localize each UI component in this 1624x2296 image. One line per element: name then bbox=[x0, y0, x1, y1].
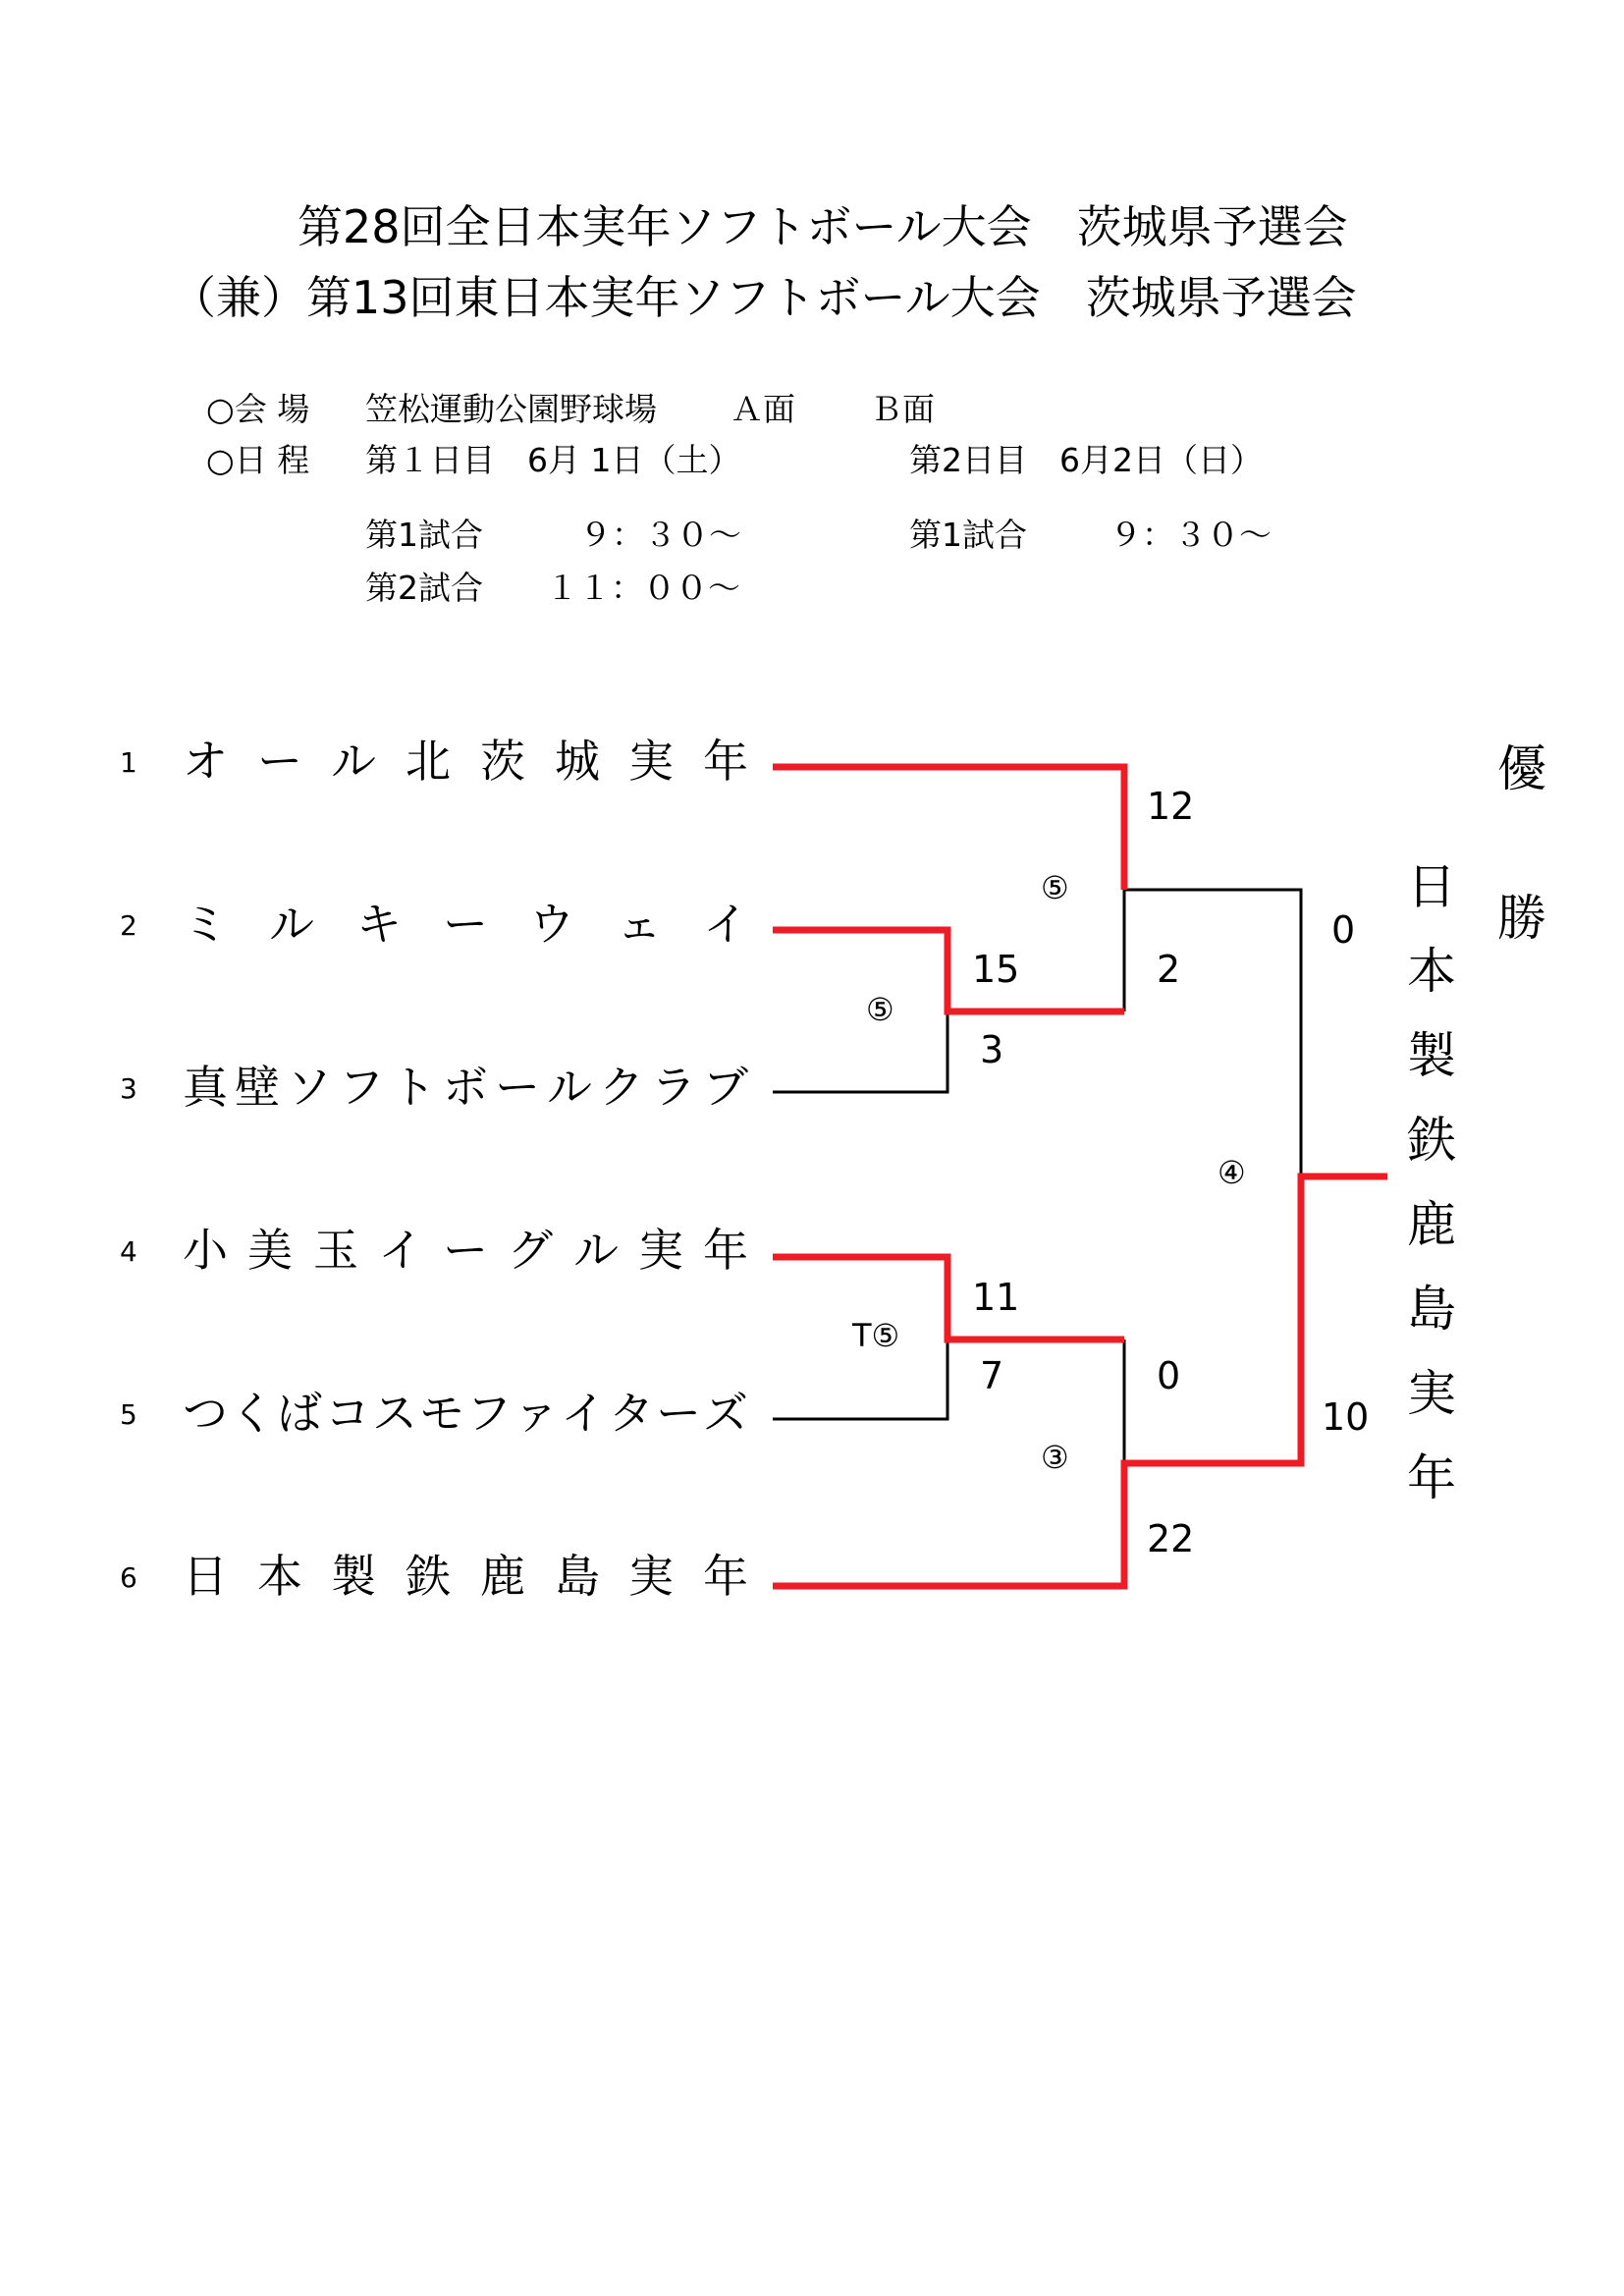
team-name-char: ル bbox=[331, 735, 376, 788]
team-name-char: ル bbox=[573, 1224, 619, 1277]
day1-game2-time: １１：００～ bbox=[546, 569, 740, 607]
team-name-char: ウ bbox=[529, 898, 574, 951]
winner-name-char: 年 bbox=[1407, 1449, 1456, 1506]
winner-name-char: 日 bbox=[1407, 858, 1456, 915]
team-name-char: ス bbox=[372, 1387, 417, 1440]
score-m2-bottom: 7 bbox=[980, 1354, 1004, 1397]
day2-game1-time: ９：３０～ bbox=[1110, 516, 1272, 554]
winner-name-char: 鹿 bbox=[1407, 1196, 1456, 1253]
team-name-char: 年 bbox=[703, 735, 748, 788]
champion-label-2: 勝 bbox=[1497, 890, 1546, 947]
day1-game2-label: 第2試合 bbox=[365, 569, 483, 607]
line-final-top bbox=[1124, 890, 1301, 1176]
score-m1-bottom: 3 bbox=[980, 1028, 1004, 1071]
team-name-char: タ bbox=[609, 1387, 654, 1440]
winner-name-char: 本 bbox=[1407, 943, 1456, 1000]
score-m4-top: 0 bbox=[1157, 1354, 1181, 1397]
team-name-char: 鹿 bbox=[480, 1550, 525, 1603]
score-m4-bottom: 22 bbox=[1147, 1517, 1195, 1560]
team-name-char: 日 bbox=[183, 1550, 228, 1603]
title-line-2: （兼）第13回東日本実年ソフトボール大会 茨城県予選会 bbox=[171, 271, 1357, 324]
seed-4: 4 bbox=[120, 1235, 137, 1268]
team-name-char: ば bbox=[277, 1387, 322, 1440]
winner-name-char: 実 bbox=[1407, 1365, 1456, 1422]
team-name-char: ル bbox=[269, 898, 314, 951]
team-name-char: ァ bbox=[514, 1387, 559, 1440]
winner-name-char: 鉄 bbox=[1407, 1112, 1456, 1169]
team-name-char: グ bbox=[508, 1224, 553, 1277]
score-final-bottom: 10 bbox=[1322, 1395, 1370, 1439]
team-name-char: 真 bbox=[183, 1061, 228, 1114]
mark-final: ④ bbox=[1218, 1154, 1246, 1191]
team-name-char: キ bbox=[356, 898, 402, 951]
team-name-char: 年 bbox=[703, 1550, 748, 1603]
team-name-char: コ bbox=[325, 1387, 370, 1440]
team-name-char: フ bbox=[339, 1061, 384, 1114]
day1-date: 第１日目 6月 1日（土） bbox=[365, 441, 741, 479]
mark-m4: ③ bbox=[1041, 1439, 1069, 1476]
seed-2: 2 bbox=[120, 909, 137, 942]
team-name-char: イ bbox=[561, 1387, 606, 1440]
team-name-char: オ bbox=[183, 735, 228, 788]
line-team-1-win bbox=[773, 767, 1124, 890]
team-name-char: 壁 bbox=[235, 1061, 280, 1114]
team-name-char: ト bbox=[391, 1061, 436, 1114]
team-name-char: ー bbox=[257, 735, 302, 788]
venue-name: 笠松運動公園野球場 bbox=[365, 390, 657, 428]
team-name-char: 美 bbox=[247, 1224, 293, 1277]
seed-3: 3 bbox=[120, 1072, 137, 1105]
schedule-label: ○日 程 bbox=[206, 441, 310, 479]
team-name-char: ー bbox=[443, 1224, 488, 1277]
team-name-char: ボ bbox=[443, 1061, 488, 1114]
mark-m2: T⑤ bbox=[852, 1317, 900, 1354]
score-final-top: 0 bbox=[1331, 908, 1356, 952]
day2-date: 第2日目 6月2日（日） bbox=[909, 441, 1263, 479]
score-m3-bottom: 2 bbox=[1157, 948, 1181, 991]
day2-game1-label: 第1試合 bbox=[909, 516, 1027, 554]
team-name-char: ソ bbox=[287, 1061, 332, 1114]
seed-5: 5 bbox=[120, 1398, 137, 1431]
team-name-char: 年 bbox=[703, 1224, 748, 1277]
team-name-char: 実 bbox=[628, 1550, 674, 1603]
court-b: Ｂ面 bbox=[870, 390, 935, 428]
team-name-char: ェ bbox=[617, 898, 662, 951]
score-m1-top: 15 bbox=[972, 948, 1020, 991]
court-a: Ａ面 bbox=[731, 390, 795, 428]
team-name-char: ミ bbox=[183, 898, 228, 951]
team-name-char: 島 bbox=[555, 1550, 600, 1603]
team-name-char: 玉 bbox=[313, 1224, 358, 1277]
team-name-char: ー bbox=[656, 1387, 701, 1440]
team-name-char: 本 bbox=[257, 1550, 302, 1603]
team-name-char: く bbox=[230, 1387, 275, 1440]
team-name-char: イ bbox=[703, 898, 748, 951]
team-name-char: 実 bbox=[638, 1224, 683, 1277]
line-team-4-win bbox=[773, 1257, 1124, 1339]
team-name-char: ラ bbox=[651, 1061, 696, 1114]
line-team-3 bbox=[773, 1011, 947, 1092]
day1-game1-label: 第1試合 bbox=[365, 516, 483, 554]
score-m3-top: 12 bbox=[1147, 785, 1195, 828]
mark-m1: ⑤ bbox=[866, 991, 894, 1028]
team-name-char: ク bbox=[599, 1061, 644, 1114]
team-name-char: つ bbox=[183, 1387, 228, 1440]
team-name-char: ー bbox=[495, 1061, 540, 1114]
line-team-2-win bbox=[773, 930, 1124, 1011]
team-name-char: 茨 bbox=[480, 735, 525, 788]
winner-name-char: 製 bbox=[1407, 1027, 1456, 1084]
team-name-char: ズ bbox=[703, 1387, 748, 1440]
team-name-char: 北 bbox=[406, 735, 451, 788]
winner-name bbox=[1402, 845, 1461, 1520]
team-name-char: 小 bbox=[183, 1224, 228, 1277]
champion-label-1: 優 bbox=[1497, 740, 1546, 797]
title-line-1: 第28回全日本実年ソフトボール大会 茨城県予選会 bbox=[298, 200, 1348, 253]
team-name-char: ブ bbox=[703, 1061, 748, 1114]
team-name-char: ー bbox=[443, 898, 488, 951]
team-name-char: 実 bbox=[628, 735, 674, 788]
mark-m3: ⑤ bbox=[1041, 869, 1069, 906]
team-name-char: ル bbox=[547, 1061, 592, 1114]
team-name-char: 城 bbox=[555, 735, 600, 788]
team-name-char: フ bbox=[466, 1387, 512, 1440]
team-name-char: イ bbox=[378, 1224, 423, 1277]
line-team-6-win bbox=[773, 1176, 1387, 1586]
seed-6: 6 bbox=[120, 1561, 137, 1594]
winner-name-char: 島 bbox=[1407, 1281, 1456, 1338]
venue-label: ○会 場 bbox=[206, 390, 310, 428]
day1-game1-time: ９：３０～ bbox=[579, 516, 741, 554]
team-name-char: 鉄 bbox=[406, 1550, 451, 1603]
team-name-char: モ bbox=[419, 1387, 464, 1440]
team-name-char: 製 bbox=[331, 1550, 376, 1603]
seed-1: 1 bbox=[120, 746, 137, 779]
score-m2-top: 11 bbox=[972, 1276, 1020, 1319]
